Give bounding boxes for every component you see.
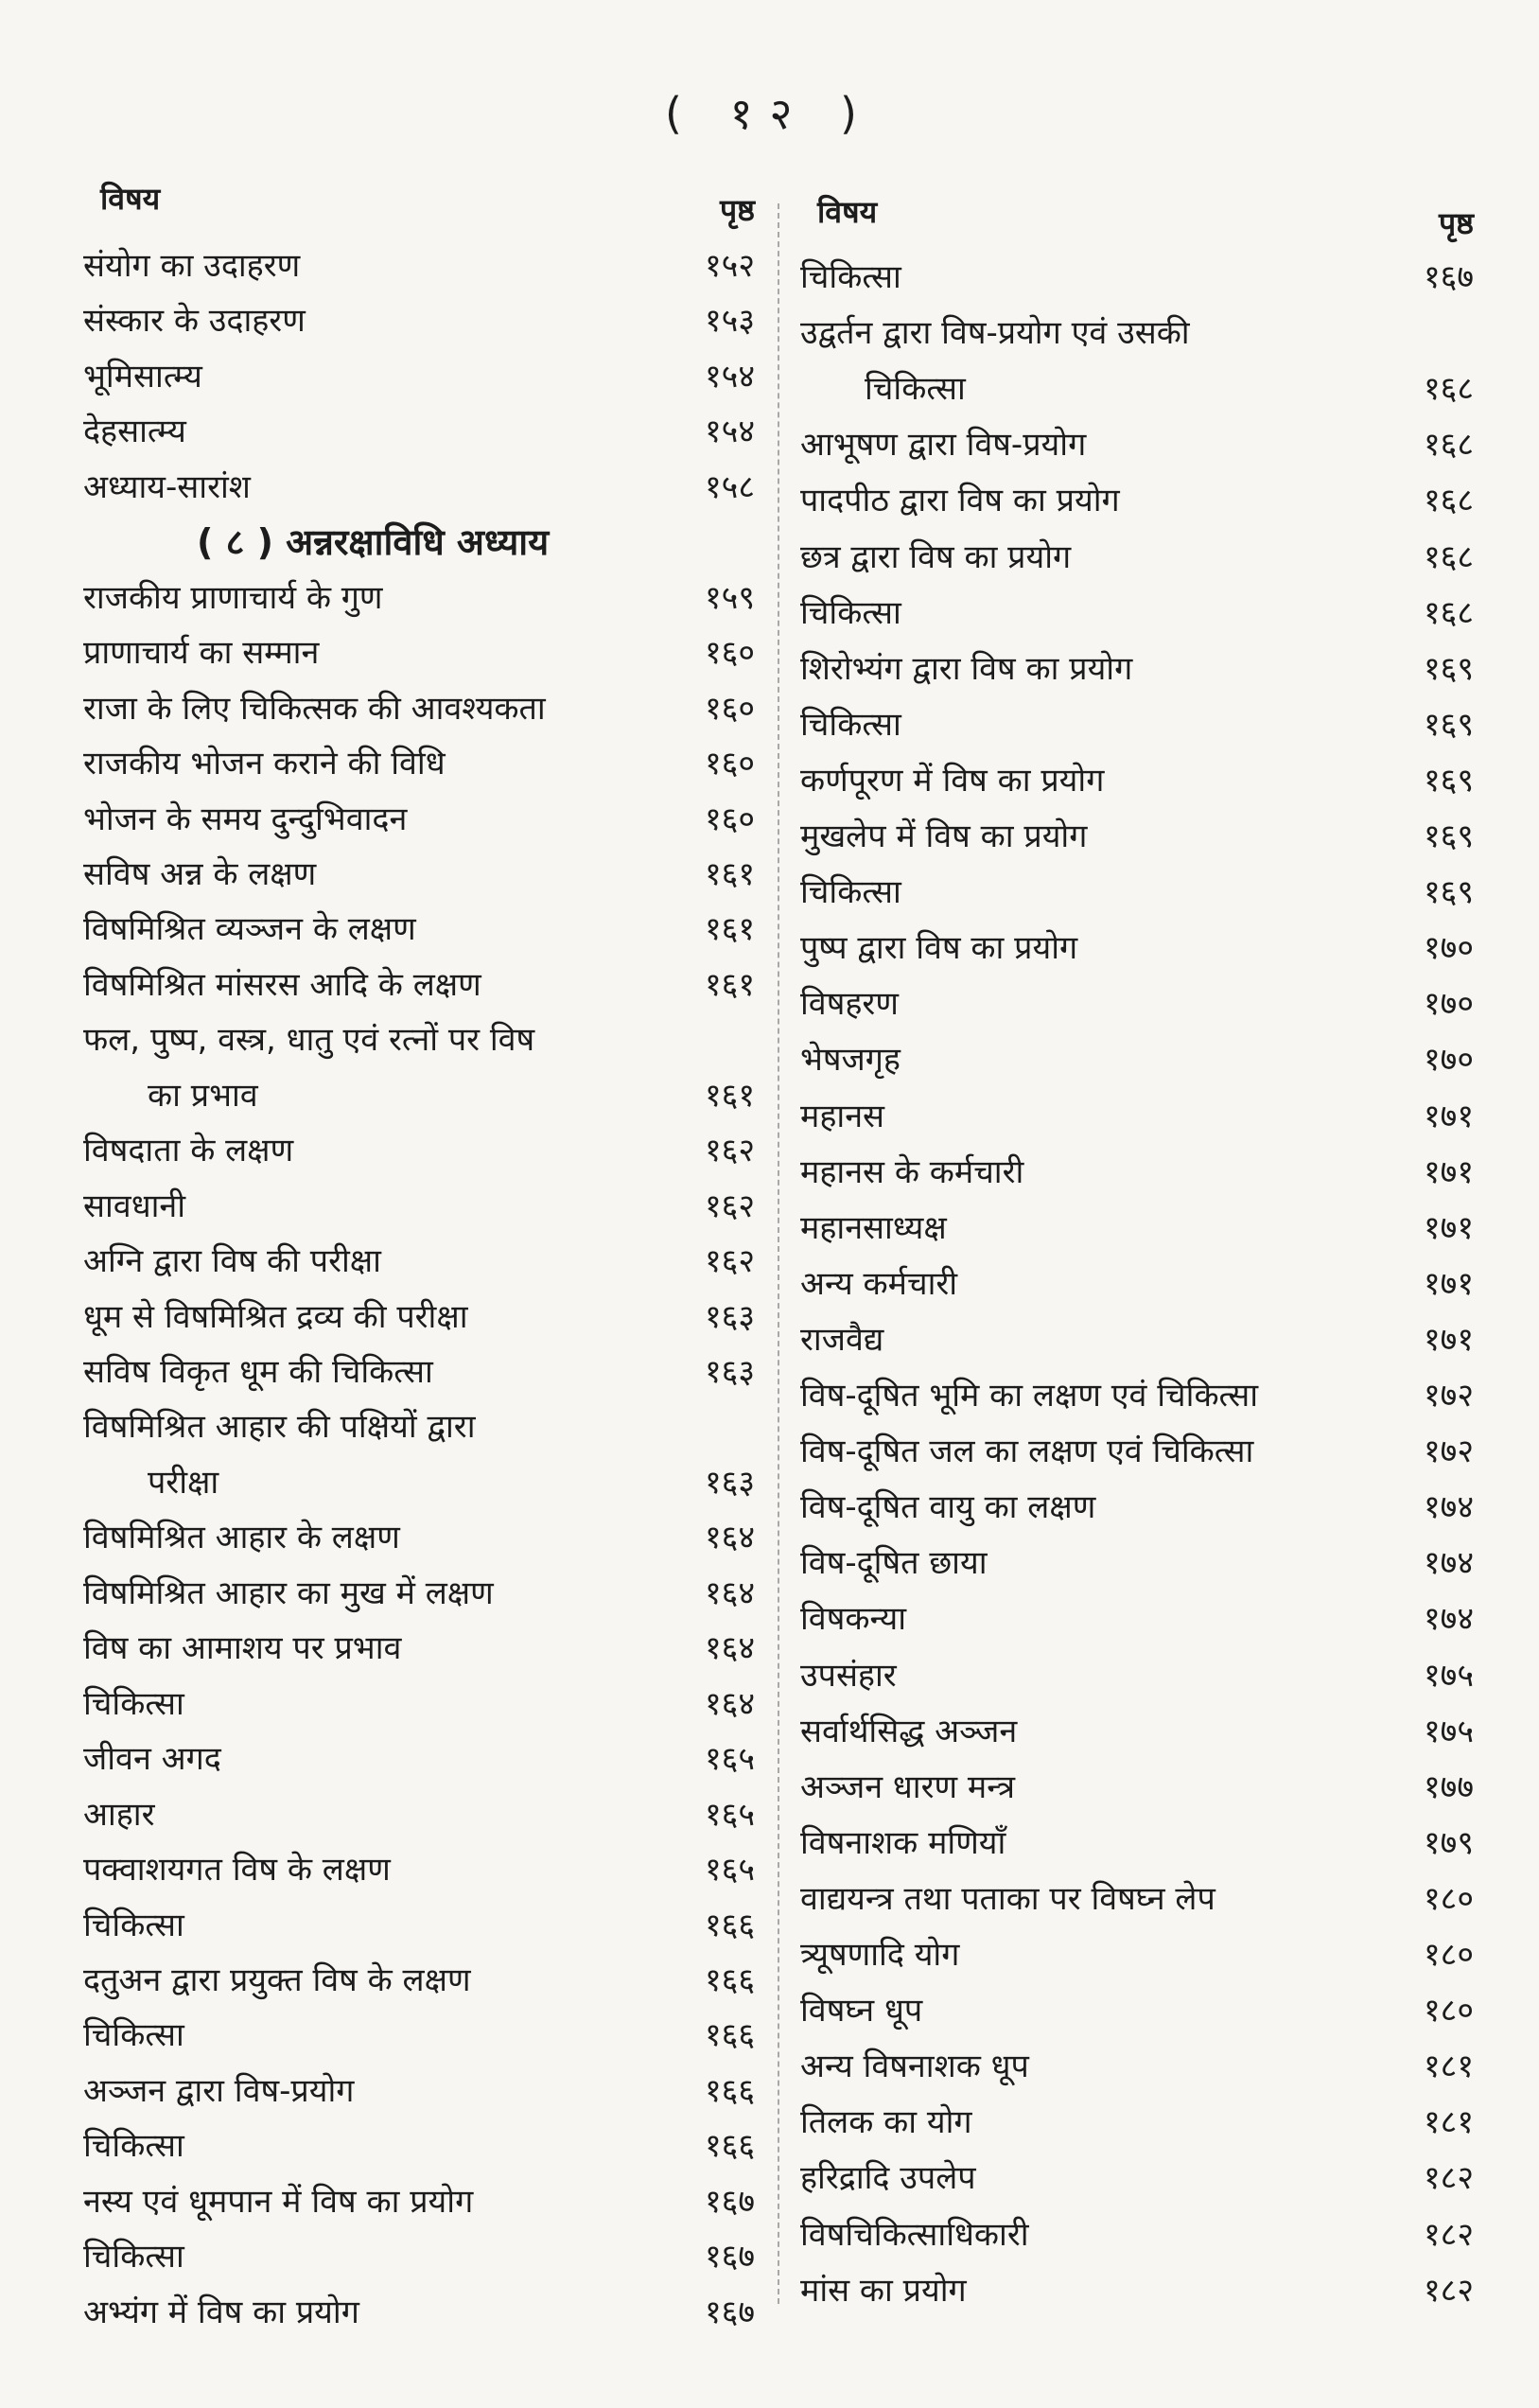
index-row [800, 976, 1474, 1031]
index-page-number: १७५ [1423, 1656, 1474, 1695]
index-page-number: १६४ [704, 1629, 755, 1668]
index-page-number: १६८ [1423, 482, 1474, 520]
index-row [800, 1983, 1474, 2038]
index-row [800, 1032, 1474, 1087]
index-page-number: १७४ [1423, 1488, 1474, 1527]
index-row [800, 530, 1474, 585]
index-row [83, 1677, 755, 1731]
index-page-number: १८० [1423, 1879, 1474, 1918]
index-page-number: १८२ [1423, 2159, 1474, 2198]
index-page-number: १७० [1423, 1041, 1474, 1080]
index-page-number: १६१ [704, 910, 755, 949]
index-page-number: १७७ [1423, 1767, 1474, 1806]
index-subject: विष-दूषित वायु का लक्षण [800, 1488, 1096, 1527]
index-subject: चिकित्सा [83, 2127, 184, 2166]
index-page-number: १६८ [1423, 537, 1474, 576]
index-page-number: १७१ [1423, 1264, 1474, 1303]
index-row [800, 697, 1474, 752]
index-subject: अञ्जन द्वारा विष-प्रयोग [83, 2071, 355, 2110]
index-subject: विषघ्न धूप [800, 1992, 923, 2030]
index-subject: जीवन अगद [83, 1740, 221, 1779]
index-subject: अन्य कर्मचारी [800, 1264, 958, 1303]
index-subject: त्र्यूषणादि योग [800, 1936, 960, 1974]
index-row [800, 865, 1474, 920]
index-subject: चिकित्सा [865, 370, 966, 409]
index-page-number: १८२ [1423, 2271, 1474, 2310]
index-row [83, 571, 755, 625]
index-row [83, 2229, 755, 2284]
index-row [800, 1312, 1474, 1367]
index-page-number: १६२ [704, 1132, 755, 1170]
index-page-number: १५८ [704, 467, 755, 506]
index-row [800, 1536, 1474, 1591]
index-subject: छत्र द्वारा विष का प्रयोग [800, 537, 1072, 576]
index-page-number: १७४ [1423, 1600, 1474, 1639]
index-row [83, 1731, 755, 1786]
index-row [83, 293, 755, 348]
index-subject: आहार [83, 1795, 155, 1834]
index-row [83, 1012, 755, 1067]
index-page-number: १६७ [704, 2238, 755, 2276]
index-subject: मांस का प्रयोग [800, 2271, 967, 2310]
index-row [800, 921, 1474, 976]
index-subject: राजकीय भोजन कराने की विधि [83, 745, 446, 783]
index-row [800, 2151, 1474, 2206]
index-page-number: १६३ [704, 1463, 755, 1502]
index-subject: विष-दूषित छाया [800, 1544, 988, 1583]
index-page-number: १५३ [704, 302, 755, 341]
index-subject: राजकीय प्राणाचार्य के गुण [83, 578, 383, 617]
index-page-number: १६५ [704, 1795, 755, 1834]
index-page-number: १६६ [704, 1960, 755, 1999]
index-row [800, 1145, 1474, 1200]
index-subject: अन्य विषनाशक धूप [800, 2048, 1029, 2086]
index-subject: प्राणाचार्य का सम्मान [83, 634, 320, 673]
index-page-number: १६१ [704, 854, 755, 893]
index-page-number: १६० [704, 689, 755, 728]
index-row [83, 1621, 755, 1676]
index-subject: पादपीठ द्वारा विष का प्रयोग [800, 482, 1120, 520]
index-subject: महानस [800, 1097, 885, 1135]
index-page-number: १८० [1423, 1992, 1474, 2030]
index-row [800, 1257, 1474, 1311]
index-row [83, 1787, 755, 1842]
index-page-number: १६१ [704, 965, 755, 1004]
index-subject: सविष विकृत धूम की चिकित्सा [83, 1353, 433, 1391]
index-row [83, 1068, 755, 1123]
right-column-header [800, 191, 1474, 241]
index-page-number: १८२ [1423, 2215, 1474, 2254]
left-column-header [83, 178, 755, 228]
index-row [800, 2095, 1474, 2150]
index-page-number: १६१ [704, 1076, 755, 1115]
index-row [83, 792, 755, 847]
index-page-number: १६३ [704, 1353, 755, 1391]
index-row [83, 736, 755, 791]
index-page-number: १६६ [704, 1906, 755, 1944]
index-row [83, 1234, 755, 1289]
index-row [83, 2118, 755, 2173]
index-page-number: १७१ [1423, 1320, 1474, 1359]
index-subject: अभ्यंग में विष का प्रयोग [83, 2293, 359, 2331]
index-subject: हरिद्रादि उपलेप [800, 2159, 976, 2198]
index-row [800, 809, 1474, 864]
index-row [83, 1399, 755, 1454]
index-page-number: १७१ [1423, 1208, 1474, 1247]
index-row [800, 1424, 1474, 1479]
index-subject: ( ८ ) अन्नरक्षाविधि अध्याय [197, 521, 550, 564]
index-page-number: १७५ [1423, 1712, 1474, 1750]
index-row [83, 404, 755, 459]
index-subject: संस्कार के उदाहरण [83, 302, 306, 341]
index-row [83, 2008, 755, 2063]
index-subject: विषदाता के लक्षण [83, 1132, 294, 1170]
index-row [83, 349, 755, 404]
index-row [800, 586, 1474, 641]
index-row [800, 1760, 1474, 1815]
index-subject: चिकित्सा [800, 593, 901, 632]
index-row [800, 1816, 1474, 1871]
index-row [800, 1591, 1474, 1646]
index-subject: अग्नि द्वारा विष की परीक्षा [83, 1242, 381, 1281]
index-subject: विषहरण [800, 985, 899, 1024]
index-subject: सविष अन्न के लक्षण [83, 854, 317, 893]
index-page-number: १५४ [704, 413, 755, 451]
index-subject: पुष्प द्वारा विष का प्रयोग [800, 929, 1078, 968]
index-subject: चिकित्सा [83, 1684, 184, 1723]
index-row [83, 1842, 755, 1897]
index-subject: सावधानी [83, 1186, 186, 1225]
index-subject: विषचिकित्साधिकारी [800, 2215, 1029, 2254]
index-page-number: १६० [704, 634, 755, 673]
page-number: ( १२ ) [665, 88, 874, 139]
index-row [83, 1566, 755, 1621]
index-subject: भोजन के समय दुन्दुभिवादन [83, 800, 408, 838]
index-row [83, 460, 755, 515]
index-subject: वाद्ययन्त्र तथा पताका पर विषघ्न लेप [800, 1879, 1215, 1918]
index-subject: विष-दूषित जल का लक्षण एवं चिकित्सा [800, 1432, 1254, 1471]
index-page-number: १५४ [704, 357, 755, 395]
index-page-number: १६८ [1423, 370, 1474, 409]
index-subject: सर्वार्थसिद्ध अञ्जन [800, 1712, 1018, 1750]
index-row [800, 642, 1474, 696]
index-page-number: १५९ [704, 578, 755, 617]
index-row [800, 306, 1474, 360]
page-heading: पृष्ठ [719, 192, 755, 228]
index-row [83, 1290, 755, 1345]
index-page-number: १६६ [704, 2127, 755, 2166]
index-subject: चिकित्सा [800, 705, 901, 744]
index-page-number: १५२ [704, 247, 755, 285]
index-row [83, 1123, 755, 1178]
index-row [800, 753, 1474, 808]
index-page-number: १६४ [704, 1519, 755, 1557]
index-subject: चिकित्सा [83, 2238, 184, 2276]
index-subject: महानस के कर्मचारी [800, 1152, 1024, 1191]
index-page-number: १६९ [1423, 817, 1474, 855]
index-row [800, 1648, 1474, 1703]
index-page-number: १६५ [704, 1740, 755, 1779]
index-subject: का प्रभाव [148, 1076, 258, 1115]
index-row [83, 1510, 755, 1565]
index-row [83, 1898, 755, 1953]
index-page-number: १६९ [1423, 873, 1474, 912]
page-heading: पृष्ठ [1438, 205, 1474, 241]
index-subject: चिकित्सा [800, 873, 901, 912]
index-page-number: १६३ [704, 1297, 755, 1336]
subject-heading: विषय [100, 181, 161, 217]
index-row [800, 1480, 1474, 1535]
index-page-number: १६८ [1423, 593, 1474, 632]
index-subject: आभूषण द्वारा विष-प्रयोग [800, 426, 1087, 465]
index-subject: भूमिसात्म्य [83, 357, 202, 395]
index-page-number: १६४ [704, 1684, 755, 1723]
index-row [800, 1704, 1474, 1759]
index-row [800, 1927, 1474, 1982]
index-subject: मुखलेप में विष का प्रयोग [800, 817, 1088, 855]
column-divider [778, 203, 779, 2304]
index-row [83, 847, 755, 902]
index-subject: शिरोभ्यंग द्वारा विष का प्रयोग [800, 649, 1133, 688]
index-row [800, 2207, 1474, 2262]
index-subject: अञ्जन धारण मन्त्र [800, 1767, 1016, 1806]
index-subject: देहसात्म्य [83, 413, 186, 451]
index-subject: परीक्षा [148, 1463, 219, 1502]
index-page-number: १७४ [1423, 1544, 1474, 1583]
index-row [800, 473, 1474, 528]
index-page-number: १६८ [1423, 426, 1474, 465]
index-page-number: १६० [704, 745, 755, 783]
index-subject: विष का आमाशय पर प्रभाव [83, 1629, 402, 1668]
index-subject: दतुअन द्वारा प्रयुक्त विष के लक्षण [83, 1960, 471, 1999]
index-row [800, 1201, 1474, 1256]
index-subject: अध्याय-सारांश [83, 467, 251, 506]
index-row [83, 958, 755, 1012]
index-page-number: १६७ [704, 2182, 755, 2221]
index-row [800, 1872, 1474, 1926]
index-page-number: १६२ [704, 1186, 755, 1225]
index-page-number: १८१ [1423, 2103, 1474, 2142]
index-subject: तिलक का योग [800, 2103, 972, 2142]
index-row [83, 2174, 755, 2229]
subject-heading: विषय [817, 194, 878, 230]
index-subject: विषमिश्रित व्यञ्जन के लक्षण [83, 910, 416, 949]
index-subject: महानसाध्यक्ष [800, 1208, 947, 1247]
index-subject: राजा के लिए चिकित्सक की आवश्यकता [83, 689, 546, 728]
index-page-number: १६९ [1423, 705, 1474, 744]
index-row [800, 1368, 1474, 1423]
index-row [800, 2039, 1474, 2094]
index-subject: चिकित्सा [83, 1906, 184, 1944]
index-subject: विषमिश्रित आहार की पक्षियों द्वारा [83, 1408, 476, 1447]
index-row [83, 2064, 755, 2118]
index-subject: भेषजगृह [800, 1041, 901, 1080]
index-row [800, 2263, 1474, 2318]
index-page-number: १७२ [1423, 1432, 1474, 1471]
index-row [83, 1179, 755, 1234]
index-row [83, 238, 755, 293]
index-page-number: १७१ [1423, 1152, 1474, 1191]
index-subject: राजवैद्य [800, 1320, 884, 1359]
index-page-number: १६६ [704, 2071, 755, 2110]
index-row [800, 250, 1474, 305]
index-page-number: १६९ [1423, 761, 1474, 800]
index-page-number: १८० [1423, 1936, 1474, 1974]
index-subject: चिकित्सा [800, 258, 901, 296]
index-page-number: १६५ [704, 1851, 755, 1889]
index-subject: उपसंहार [800, 1656, 897, 1695]
index-row [83, 2285, 755, 2340]
index-subject: नस्य एवं धूमपान में विष का प्रयोग [83, 2182, 474, 2221]
index-page-number: १६७ [704, 2293, 755, 2331]
index-subject: कर्णपूरण में विष का प्रयोग [800, 761, 1105, 800]
section-heading [83, 515, 755, 570]
index-page-number: १६० [704, 800, 755, 838]
index-row [800, 361, 1474, 416]
index-subject: उद्वर्तन द्वारा विष-प्रयोग एवं उसकी [800, 314, 1190, 353]
index-subject: विषमिश्रित मांसरस आदि के लक्षण [83, 965, 481, 1004]
index-subject: पक्वाशयगत विष के लक्षण [83, 1851, 391, 1889]
index-row [83, 1455, 755, 1510]
index-page-number: १७१ [1423, 1097, 1474, 1135]
index-row [83, 1953, 755, 2008]
index-subject: धूम से विषमिश्रित द्रव्य की परीक्षा [83, 1297, 468, 1336]
index-row [800, 1089, 1474, 1144]
index-row [83, 902, 755, 957]
index-page-number: १६६ [704, 2016, 755, 2055]
index-page-number: १६४ [704, 1573, 755, 1612]
index-page-number: १७० [1423, 985, 1474, 1024]
index-subject: संयोग का उदाहरण [83, 247, 301, 285]
index-subject: विष-दूषित भूमि का लक्षण एवं चिकित्सा [800, 1377, 1259, 1415]
index-page-number: १७२ [1423, 1377, 1474, 1415]
index-subject: फल, पुष्प, वस्त्र, धातु एवं रत्नों पर विष [83, 1021, 535, 1060]
index-page-number: १६९ [1423, 649, 1474, 688]
index-row [800, 417, 1474, 472]
index-page-number: १६२ [704, 1242, 755, 1281]
index-page-number: १७० [1423, 929, 1474, 968]
index-page-number: १७९ [1423, 1823, 1474, 1862]
index-page-number: १८१ [1423, 2048, 1474, 2086]
index-row [83, 625, 755, 680]
index-subject: चिकित्सा [83, 2016, 184, 2055]
index-subject: विषमिश्रित आहार के लक्षण [83, 1519, 400, 1557]
index-page-number: १६७ [1423, 258, 1474, 296]
index-subject: विषनाशक मणियाँ [800, 1823, 1006, 1862]
index-row [83, 681, 755, 736]
index-subject: विषमिश्रित आहार का मुख में लक्षण [83, 1573, 494, 1612]
index-row [83, 1345, 755, 1399]
index-subject: विषकन्या [800, 1600, 907, 1639]
